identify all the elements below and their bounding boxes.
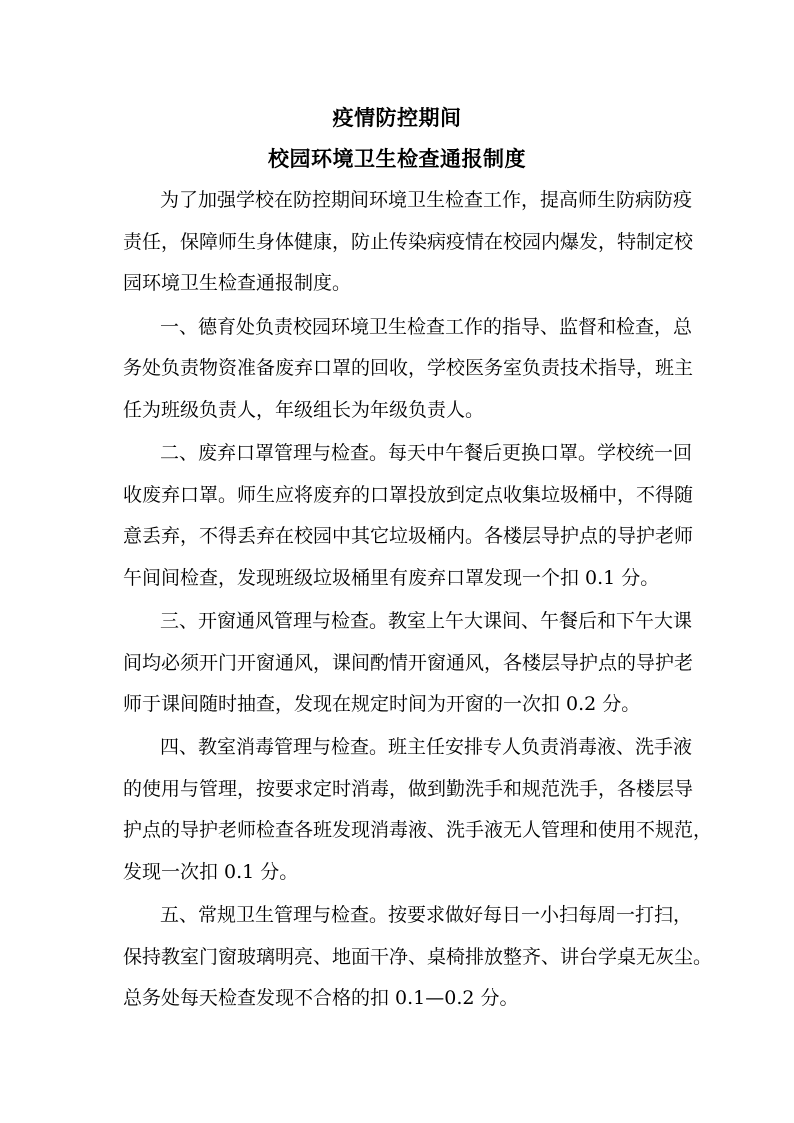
- paragraph-3-line-4: 午间间检查，发现班级垃圾桶里有废弃口罩发现一个扣 0.1 分。: [123, 567, 660, 589]
- paragraph-3-line-2: 收废弃口罩。师生应将废弃的口罩投放到定点收集垃圾桶中，不得随: [123, 484, 694, 506]
- paragraph-4-line-1: 三、开窗通风管理与检查。教室上午大课间、午餐后和下午大课: [160, 610, 693, 632]
- paragraph-4-line-2: 间均必须开门开窗通风，课间酌情开窗通风，各楼层导护点的导护老: [123, 652, 694, 674]
- paragraph-4-line-3: 师于课间随时抽查，发现在规定时间为开窗的一次扣 0.2 分。: [123, 693, 641, 715]
- paragraph-5-line-3: 护点的导护老师检查各班发现消毒液、洗手液无人管理和使用不规范，: [123, 819, 713, 841]
- document-title-line-2: 校园环境卫生检查通报制度: [268, 146, 526, 171]
- paragraph-3-line-1: 二、废弃口罩管理与检查。每天中午餐后更换口罩。学校统一回: [160, 442, 693, 464]
- paragraph-1-line-1: 为了加强学校在防控期间环境卫生检查工作，提高师生防病防疫: [160, 189, 693, 211]
- paragraph-1-line-2: 责任，保障师生身体健康，防止传染病疫情在校园内爆发，特制定校: [123, 231, 694, 253]
- paragraph-2-line-2: 务处负责物资准备废弃口罩的回收，学校医务室负责技术指导，班主: [123, 357, 694, 379]
- paragraph-3-line-3: 意丢弃，不得丢弃在校园中其它垃圾桶内。各楼层导护点的导护老师: [123, 525, 694, 547]
- paragraph-6-line-1: 五、常规卫生管理与检查。按要求做好每日一小扫每周一打扫，: [160, 904, 693, 926]
- paragraph-1-line-3: 园环境卫生检查通报制度。: [123, 272, 352, 294]
- paragraph-2-line-3: 任为班级负责人，年级组长为年级负责人。: [123, 399, 485, 421]
- paragraph-2-line-1: 一、德育处负责校园环境卫生检查工作的指导、监督和检查，总: [160, 316, 693, 338]
- paragraph-5-line-4: 发现一次扣 0.1 分。: [123, 861, 299, 883]
- paragraph-6-line-3: 总务处每天检查发现不合格的扣 0.1—0.2 分。: [123, 987, 519, 1009]
- paragraph-5-line-2: 的使用与管理，按要求定时消毒，做到勤洗手和规范洗手，各楼层导: [123, 778, 694, 800]
- paragraph-5-line-1: 四、教室消毒管理与检查。班主任安排专人负责消毒液、洗手液: [160, 736, 693, 758]
- paragraph-6-line-2: 保持教室门窗玻璃明亮、地面干净、桌椅排放整齐、讲台学桌无灰尘。: [123, 946, 713, 968]
- document-title-line-1: 疫情防控期间: [332, 105, 462, 130]
